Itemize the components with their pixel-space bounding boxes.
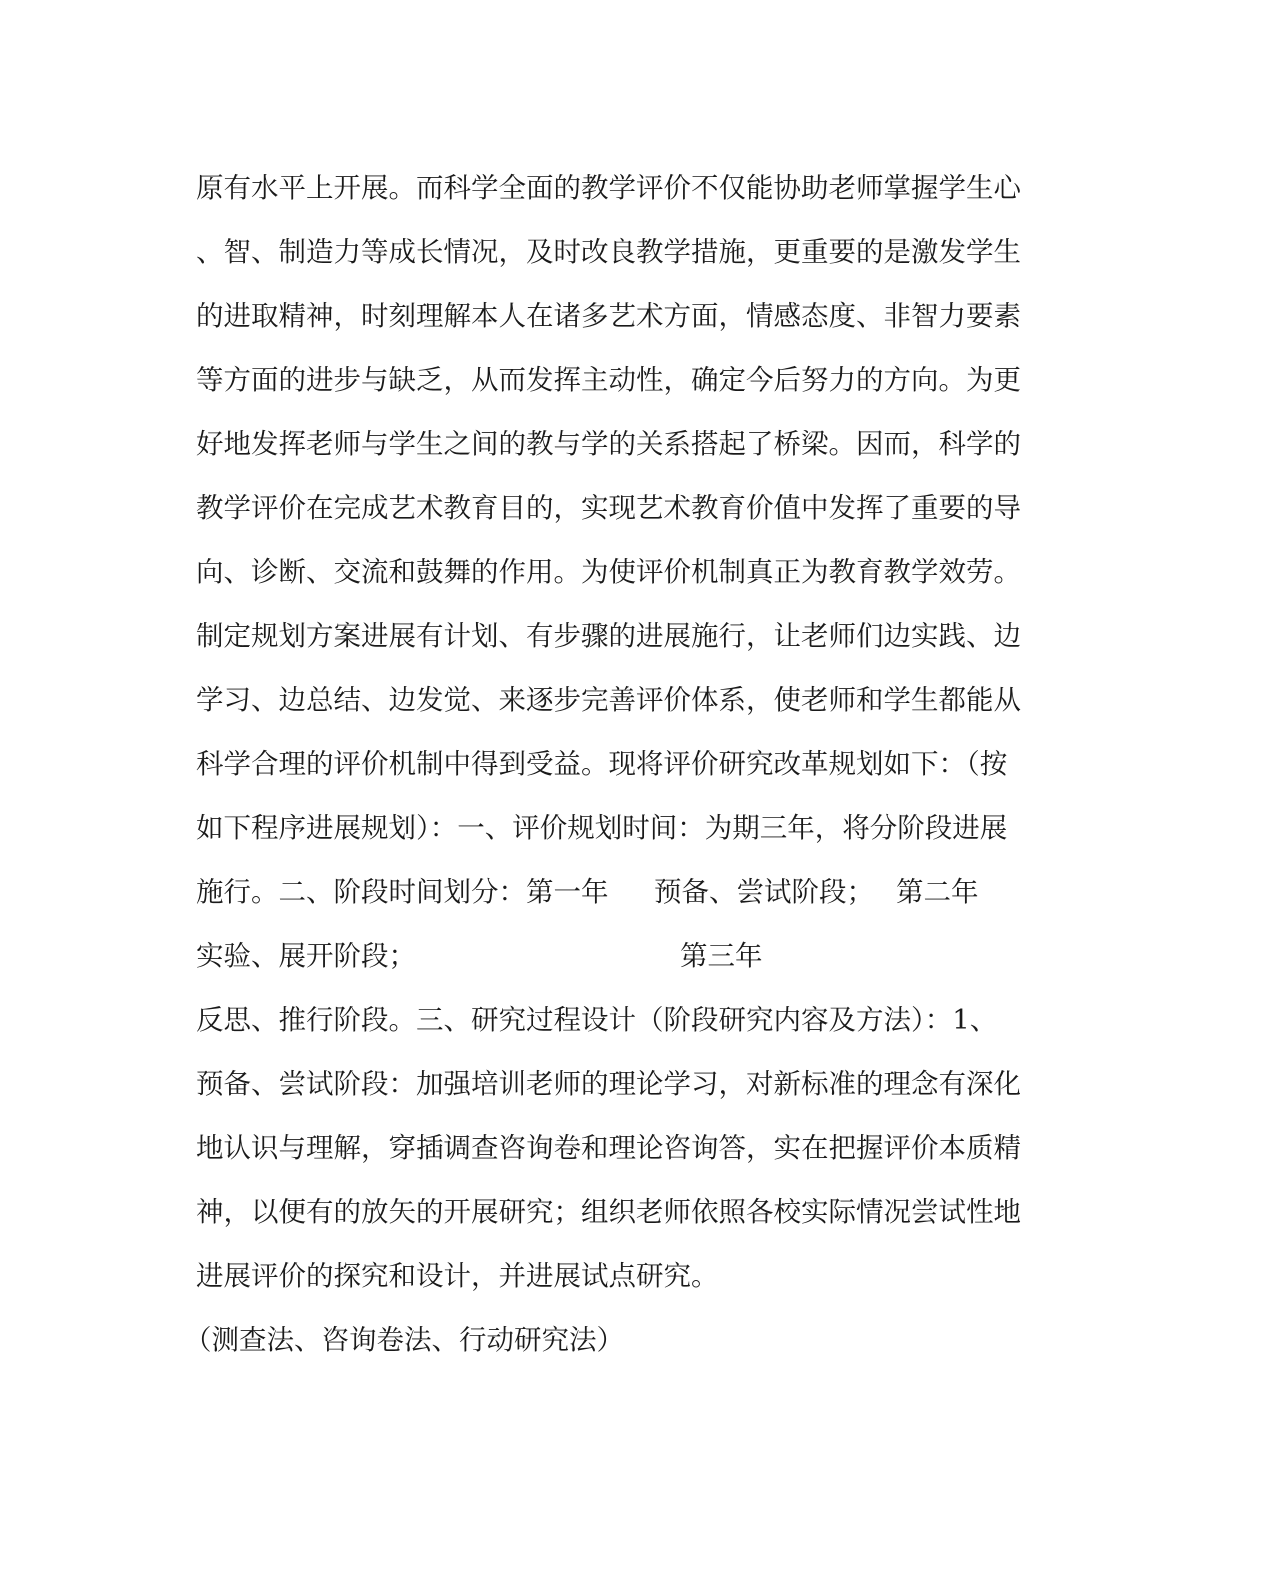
body-text-line: 等方面的进步与缺乏，从而发挥主动性，确定今后努力的方向。为更 [196, 364, 1021, 396]
methods-note: （测查法、咨询卷法、行动研究法） [184, 1324, 624, 1356]
body-text-line: 反思、推行阶段。三、研究过程设计（阶段研究内容及方法）：1、 [196, 1004, 998, 1036]
body-text-line: 地认识与理解，穿插调查咨询卷和理论咨询答，实在把握评价本质精 [196, 1132, 1021, 1164]
phase-schedule-text: 实验、展开阶段； [196, 940, 416, 972]
phase-schedule-text: 第二年 [896, 876, 979, 908]
body-text-line: 向、诊断、交流和鼓舞的作用。为使评价机制真正为教育教学效劳。 [196, 556, 1021, 588]
body-text-line: 原有水平上开展。而科学全面的教学评价不仅能协助老师掌握学生心 [196, 172, 1021, 204]
body-text-line: 神，以便有的放矢的开展研究；组织老师依照各校实际情况尝试性地 [196, 1196, 1021, 1228]
body-text-line: 教学评价在完成艺术教育目的，实现艺术教育价值中发挥了重要的导 [196, 492, 1021, 524]
body-text-line: 好地发挥老师与学生之间的教与学的关系搭起了桥梁。因而，科学的 [196, 428, 1021, 460]
body-text-line: 的进取精神，时刻理解本人在诸多艺术方面，情感态度、非智力要素 [196, 300, 1021, 332]
body-text-line: 如下程序进展规划）：一、评价规划时间：为期三年，将分阶段进展 [196, 812, 1008, 844]
body-text-line: 学习、边总结、边发觉、来逐步完善评价体系，使老师和学生都能从 [196, 684, 1021, 716]
body-text-line: 预备、尝试阶段：加强培训老师的理论学习，对新标准的理念有深化 [196, 1068, 1021, 1100]
body-text-line: 科学合理的评价机制中得到受益。现将评价研究改革规划如下：（按 [196, 748, 1008, 780]
phase-schedule-line [196, 936, 1056, 976]
body-text-line: 制定规划方案进展有计划、有步骤的进展施行，让老师们边实践、边 [196, 620, 1021, 652]
phase-schedule-text: 第三年 [680, 940, 763, 972]
body-text-line: 、智、制造力等成长情况，及时改良教学措施，更重要的是激发学生 [196, 236, 1021, 268]
phase-schedule-text: 预备、尝试阶段； [654, 876, 874, 908]
body-text-line: 进展评价的探究和设计，并进展试点研究。 [196, 1260, 719, 1292]
phase-schedule-line [196, 872, 1056, 912]
phase-schedule-text: 施行。二、阶段时间划分：第一年 [196, 876, 609, 908]
